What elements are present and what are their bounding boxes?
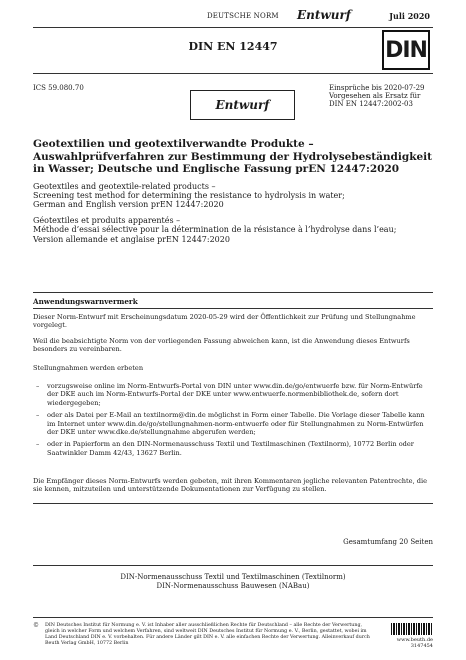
copyright-symbol: © bbox=[33, 622, 39, 629]
issue-date: Juli 2020 bbox=[389, 11, 430, 21]
divider bbox=[33, 308, 433, 309]
objection-line: Vorgesehen als Ersatz für bbox=[329, 92, 421, 101]
list-item-text: vorzugsweise online im Norm-Entwurfs-Portal von DIN unter www.din.de/go/entwuerfe bzw. für Norm-Entwürfe der DKE auch im Norm-Entwurfs-Portal der DKE unter www.entwuerfe.normenbibliothek.de, sofern dort wiedergegeben; bbox=[47, 382, 423, 407]
publisher-label: DEUTSCHE NORM bbox=[207, 12, 279, 20]
publisher-url: www.beuth.de bbox=[396, 637, 433, 643]
din-logo bbox=[382, 30, 430, 70]
warning-section bbox=[33, 298, 433, 306]
list-item: – oder als Datei per E-Mail an textilnorm@din.de möglichst in Form einer Tabelle. Die Vorlage dieser Tabelle kann im Internet unter www.din.de/go/stellungnahmen-norm-entwuerfe oder für Stellungnahmen zu Norm-Entwürfen der DKE unter www.dke.de/stellungnahme abgerufen werden; bbox=[33, 411, 433, 436]
title-english-line: Geotextiles and geotextile-related products – bbox=[33, 181, 216, 191]
list-item-text: oder als Datei per E-Mail an textilnorm@din.de möglichst in Form einer Tabelle. Die Vorlage dieser Tabelle kann im Internet unter www.din.de/go/stellungnahmen-norm-entwuerfe oder für Stellungnahmen zu Norm-Entwürfen der DKE unter www.dke.de/stellungnahme abgerufen werden; bbox=[47, 411, 425, 437]
draft-box: Entwurf bbox=[190, 90, 295, 120]
warning-paragraph: Die Empfänger dieses Norm-Entwurfs werden gebeten, mit ihren Kommentaren jegliche relevanten Patentrechte, die sie kennen, mitzuteilen und unterstützende Dokumentationen zur Verfügung zu stellen. bbox=[33, 477, 427, 494]
title-french-line: Géotextiles et produits apparentés – bbox=[33, 215, 181, 225]
committee-line: DIN-Normenausschuss Textil und Textilmaschinen (Textilnorm) bbox=[120, 573, 346, 581]
document-id: 3147454 bbox=[410, 643, 433, 649]
divider bbox=[33, 27, 433, 28]
divider bbox=[33, 565, 433, 566]
committee-line: DIN-Normenausschuss Bauwesen (NABau) bbox=[156, 582, 310, 590]
warning-heading: Anwendungswarnvermerk bbox=[33, 297, 138, 306]
objection-line: Einsprüche bis 2020-07-29 bbox=[329, 84, 425, 92]
status-label: Entwurf bbox=[297, 8, 351, 22]
footer bbox=[33, 623, 433, 649]
page-count: Gesamtumfang 20 Seiten bbox=[343, 538, 433, 546]
copyright-text: DIN Deutsches Institut für Normung e. V. ist Inhaber aller ausschließlichen Rechte für Deutschland – alle Rechte der Verwertung, gleich in welcher Form und welchem Verfahren, sind weltweit DIN Deutsches Institut für Normung e. V., Berlin, gestattet, wobei im Land Deutschland DIN e. V. vorbehalten. Für andere Länder gilt DIN e. V. alle einfachen Rechte der Verwertung. Alleinverkauf durch Beuth Verlag GmbH, 10772 Berlin bbox=[45, 623, 370, 646]
list-item-text: oder in Papierform an den DIN-Normenausschuss Textil und Textilmaschinen (Textilnorm), 10772 Berlin oder Saatwinkler Damm 42/43, 13627 Berlin. bbox=[47, 440, 414, 457]
divider bbox=[33, 503, 433, 504]
ics-code: ICS 59.080.70 bbox=[33, 84, 84, 92]
list-item: – vorzugsweise online im Norm-Entwurfs-Portal von DIN unter www.din.de/go/entwuerfe bzw. für Norm-Entwürfe der DKE auch im Norm-Entwurfs-Portal der DKE unter www.entwuerfe.normenbibliothek.de, sofern dort wiedergegeben; bbox=[33, 382, 433, 407]
barcode-icon bbox=[391, 623, 433, 635]
title-english bbox=[33, 182, 433, 210]
divider bbox=[33, 617, 433, 618]
title-english-line: Screening test method for determining the resistance to hydrolysis in water; bbox=[33, 190, 345, 200]
title-french-line: Version allemande et anglaise prEN 12447:2020 bbox=[33, 234, 230, 244]
warning-paragraph: Stellungnahmen werden erbeten bbox=[33, 364, 144, 372]
warning-paragraph: Dieser Norm-Entwurf mit Erscheinungsdatum 2020-05-29 wird der Öffentlichkeit zur Prüfung und Stellungnahme vorgelegt. bbox=[33, 313, 416, 330]
title-block bbox=[33, 138, 433, 244]
title-german: Geotextilien und geotextilverwandte Produkte – Auswahlprüfverfahren zur Bestimmung der Hydrolysebeständigkeit in Wasser; Deutsche und Englische Fassung prEN 12447:2020 bbox=[33, 138, 433, 175]
top-header bbox=[0, 8, 466, 26]
warning-paragraph: Weil die beabsichtigte Norm von der vorliegenden Fassung abweichen kann, ist die Anwendung dieses Entwurfs besonders zu vereinbaren. bbox=[33, 337, 410, 354]
barcode-block bbox=[373, 623, 433, 649]
title-french-line: Méthode d’essai sélective pour la détermination de la résistance à l’hydrolyse dans l’eau; bbox=[33, 225, 397, 235]
title-french bbox=[33, 216, 433, 244]
submission-list bbox=[33, 382, 433, 461]
list-item: – oder in Papierform an den DIN-Normenausschuss Textil und Textilmaschinen (Textilnorm), 10772 Berlin oder Saatwinkler Damm 42/43, 13627 Berlin. bbox=[33, 440, 433, 457]
objection-line: DIN EN 12447:2002-03 bbox=[329, 100, 413, 109]
divider bbox=[33, 73, 433, 74]
committees bbox=[33, 573, 433, 591]
din-logo-text: DIN bbox=[385, 37, 427, 63]
title-english-line: German and English version prEN 12447:2020 bbox=[33, 200, 224, 210]
objection-info bbox=[329, 84, 439, 109]
document-number: DIN EN 12447 bbox=[188, 40, 278, 53]
divider bbox=[33, 292, 433, 293]
